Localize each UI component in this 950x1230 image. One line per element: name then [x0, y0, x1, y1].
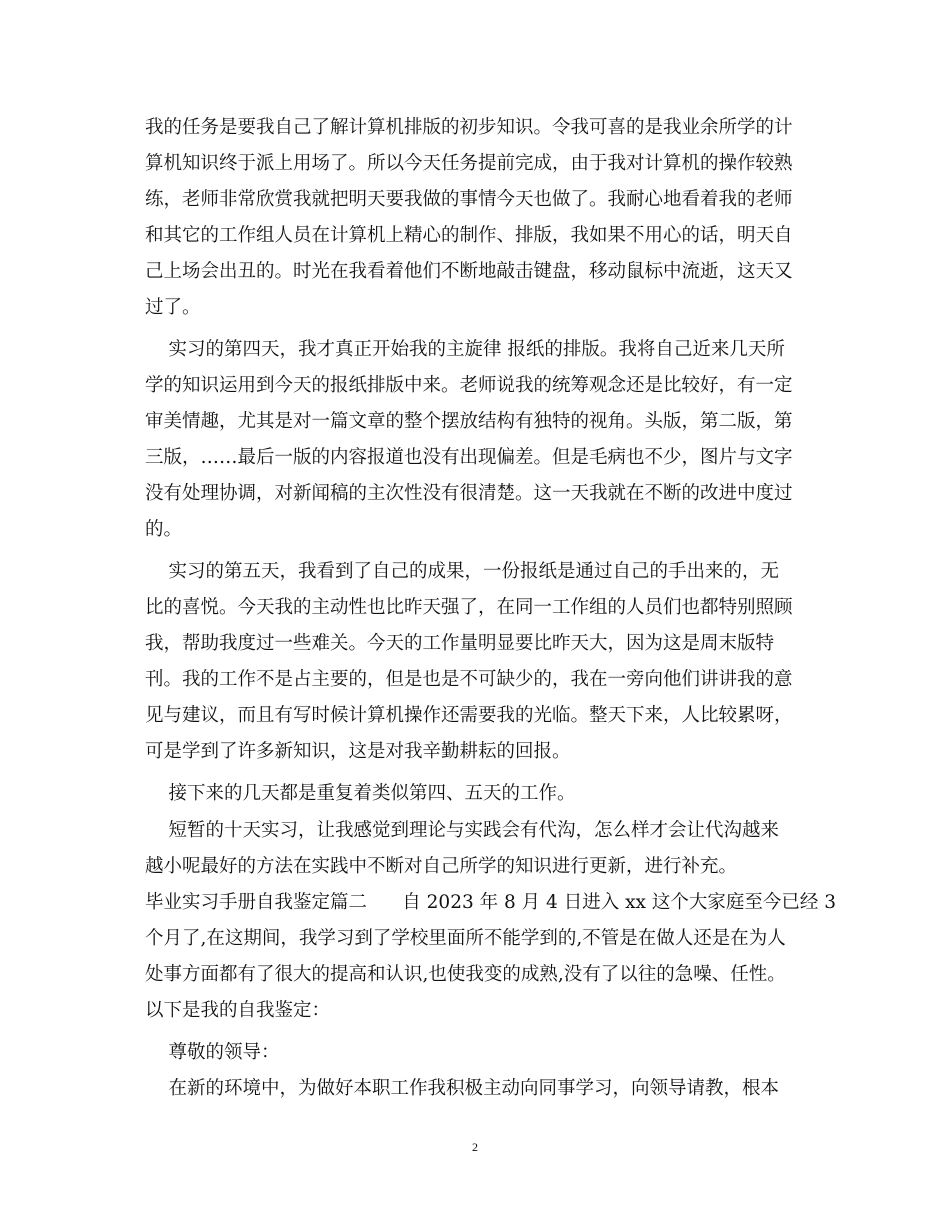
text-line: 毕业实习手册自我鉴定篇二 自 2023 年 8 月 4 日进入 xx 这个大家庭至今已经 3 [145, 892, 836, 913]
text-line: 我的任务是要我自己了解计算机排版的初步知识。令我可喜的是我业余所学的计 [145, 117, 793, 138]
text-line: 过了。 [145, 297, 201, 318]
text-line: 接下来的几天都是重复着类似第四、五天的工作。 [145, 783, 576, 804]
text-line: 和其它的工作组人员在计算机上精心的制作、排版，我如果不用心的话，明天自 [145, 225, 793, 246]
text-line: 没有处理协调，对新闻稿的主次性没有很清楚。这一天我就在不断的改进中度过 [145, 483, 793, 504]
text-line: 处事方面都有了很大的提高和认识,也使我变的成熟,没有了以往的急噪、任性。 [145, 964, 786, 985]
text-line: 算机知识终于派上用场了。所以今天任务提前完成，由于我对计算机的操作较熟 [145, 153, 793, 174]
text-line: 刊。我的工作不是占主要的，但是也是不可缺少的，我在一旁向他们讲讲我的意 [145, 669, 793, 690]
page-number: 2 [472, 1140, 478, 1154]
text-line: 尊敬的领导： [145, 1042, 280, 1063]
text-line: 可是学到了许多新知识，这是对我辛勤耕耘的回报。 [145, 741, 571, 762]
text-line: 在新的环境中，为做好本职工作我积极主动向同事学习，向领导请教，根本 [145, 1078, 780, 1099]
text-line: 实习的第五天，我看到了自己的成果，一份报纸是通过自己的手出来的，无 [145, 561, 780, 582]
text-line: 的。 [145, 519, 183, 540]
text-line: 己上场会出丑的。时光在我看着他们不断地敲击键盘，移动鼠标中流逝，这天又 [145, 261, 793, 282]
text-line: 比的喜悦。今天我的主动性也比昨天强了，在同一工作组的人员们也都特别照顾 [145, 597, 793, 618]
text-line: 实习的第四天，我才真正开始我的主旋律 报纸的排版。我将自己近来几天所 [145, 339, 785, 360]
text-line: 审美情趣，尤其是对一篇文章的整个摆放结构有独特的视角。头版，第二版，第 [145, 411, 793, 432]
text-line: 越小呢最好的方法在实践中不断对自己所学的知识进行更新，进行补充。 [145, 856, 738, 877]
text-line: 三版，……最后一版的内容报道也没有出现偏差。但是毛病也不少，图片与文字 [145, 447, 793, 468]
text-line: 个月了,在这期间，我学习到了学校里面所不能学到的,不管是在做人还是在为人 [145, 928, 786, 949]
text-line: 我，帮助我度过一些难关。今天的工作量明显要比昨天大，因为这是周末版特 [145, 633, 775, 654]
text-line: 练，老师非常欣赏我就把明天要我做的事情今天也做了。我耐心地看着我的老师 [145, 189, 793, 210]
text-line: 见与建议，而且有写时候计算机操作还需要我的光临。整天下来，人比较累呀， [145, 705, 793, 726]
text-line: 以下是我的自我鉴定： [145, 1000, 331, 1021]
text-line: 短暂的十天实习，让我感觉到理论与实践会有代沟，怎么样才会让代沟越来 [145, 820, 780, 841]
text-line: 学的知识运用到今天的报纸排版中来。老师说我的统筹观念还是比较好，有一定 [145, 375, 793, 396]
